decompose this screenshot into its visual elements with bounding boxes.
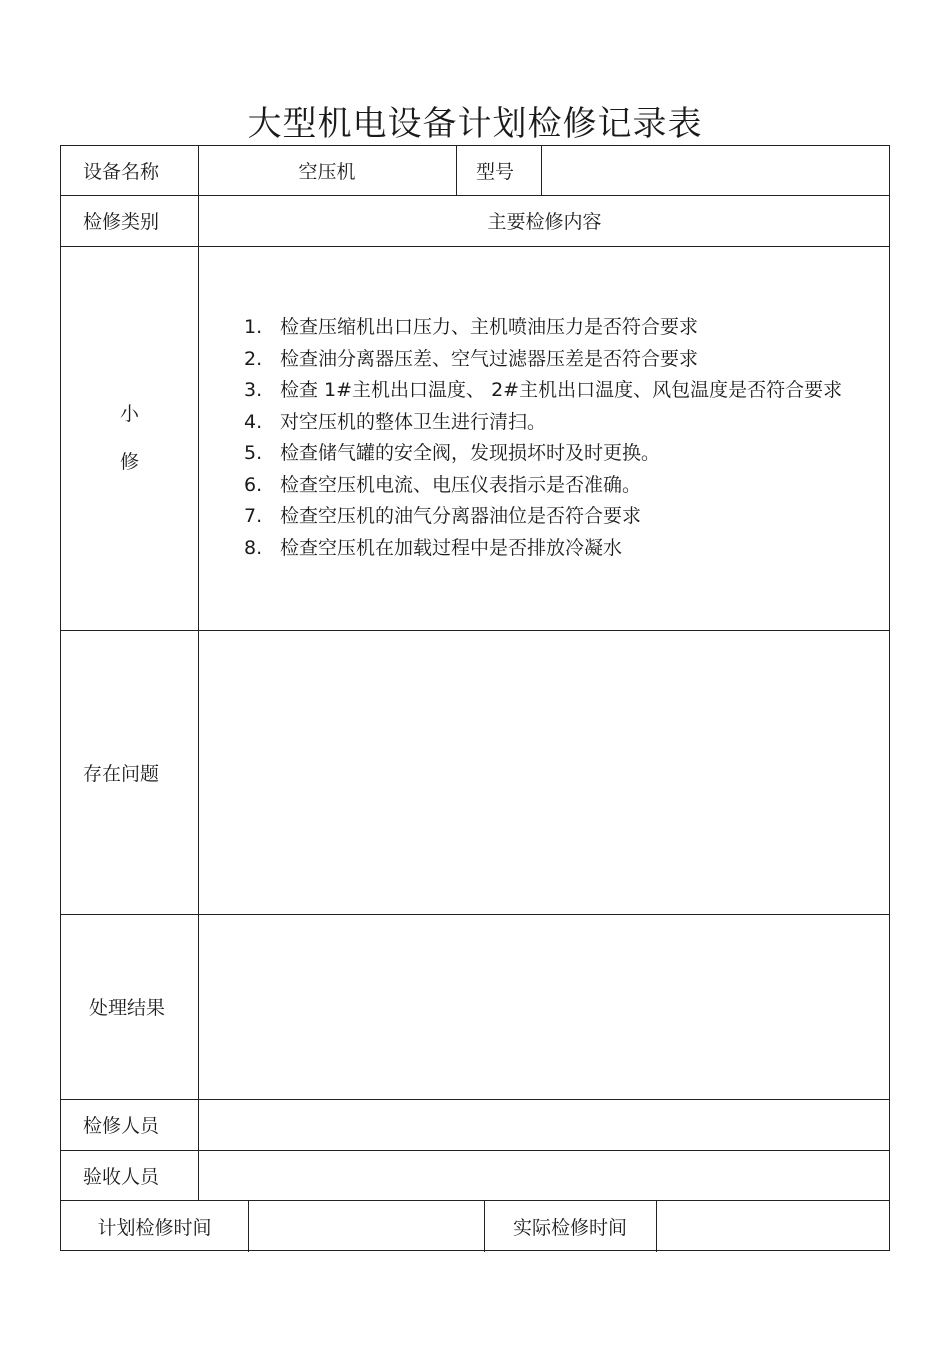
item-number: 3. [244,379,263,401]
repair-staff-field[interactable] [198,1099,891,1150]
equipment-name-label: 设备名称 [83,161,160,183]
item-text: 检查压缩机出口压力、主机喷油压力是否符合要求 [280,316,699,338]
item-text: 对空压机的整体卫生进行清扫。 [280,410,547,433]
equipment-name-value[interactable]: 空压机 [298,161,356,183]
item-text: 检查油分离器压差、空气过滤器压差是否符合要求 [280,347,699,370]
result-field[interactable] [198,914,891,1099]
issues-label: 存在问题 [83,762,160,785]
row-divider [61,246,889,247]
item-number: 8. [244,536,263,559]
issues-field[interactable] [198,630,891,914]
item-number: 6. [244,473,263,496]
repair-category-label: 检修类别 [83,211,160,233]
list-item [236,344,876,376]
item-number: 4. [244,410,263,433]
model-value[interactable] [541,146,891,195]
minor-repair-label-char: 小 [119,403,139,425]
item-number: 2. [244,347,263,370]
item-text: 检查储气罐的安全阀，发现损坏时及时更换。 [280,442,661,464]
item-text: 检查空压机电流、电压仪表指示是否准确。 [280,473,642,496]
actual-time-label: 实际检修时间 [512,1216,627,1239]
item-number: 7. [244,505,263,527]
list-item [236,375,876,407]
planned-time-field[interactable] [248,1200,484,1252]
model-label: 型号 [476,161,515,183]
minor-repair-label [61,390,198,486]
list-item [236,533,876,565]
acceptance-staff-label: 验收人员 [83,1165,160,1188]
repair-staff-label: 检修人员 [83,1115,160,1137]
acceptance-staff-field[interactable] [198,1150,891,1200]
item-text: 检查空压机的油气分离器油位是否符合要求 [280,505,642,527]
item-number: 1. [244,316,263,338]
list-item [236,438,876,470]
list-item [236,501,876,533]
minor-repair-list [236,312,876,564]
item-text: 检查 1#主机出口温度、 2#主机出口温度、风包温度是否符合要求 [280,379,843,401]
item-text: 检查空压机在加载过程中是否排放冷凝水 [280,536,623,559]
item-number: 5. [244,442,263,464]
record-table [60,145,890,1251]
list-item [236,312,876,344]
result-label: 处理结果 [89,997,166,1019]
page-title: 大型机电设备计划检修记录表 [247,104,703,144]
main-content-header: 主要检修内容 [487,211,602,233]
actual-time-field[interactable] [656,1200,891,1252]
list-item [236,407,876,439]
list-item [236,470,876,502]
planned-time-label: 计划检修时间 [97,1216,212,1239]
minor-repair-label-char: 修 [119,451,139,473]
